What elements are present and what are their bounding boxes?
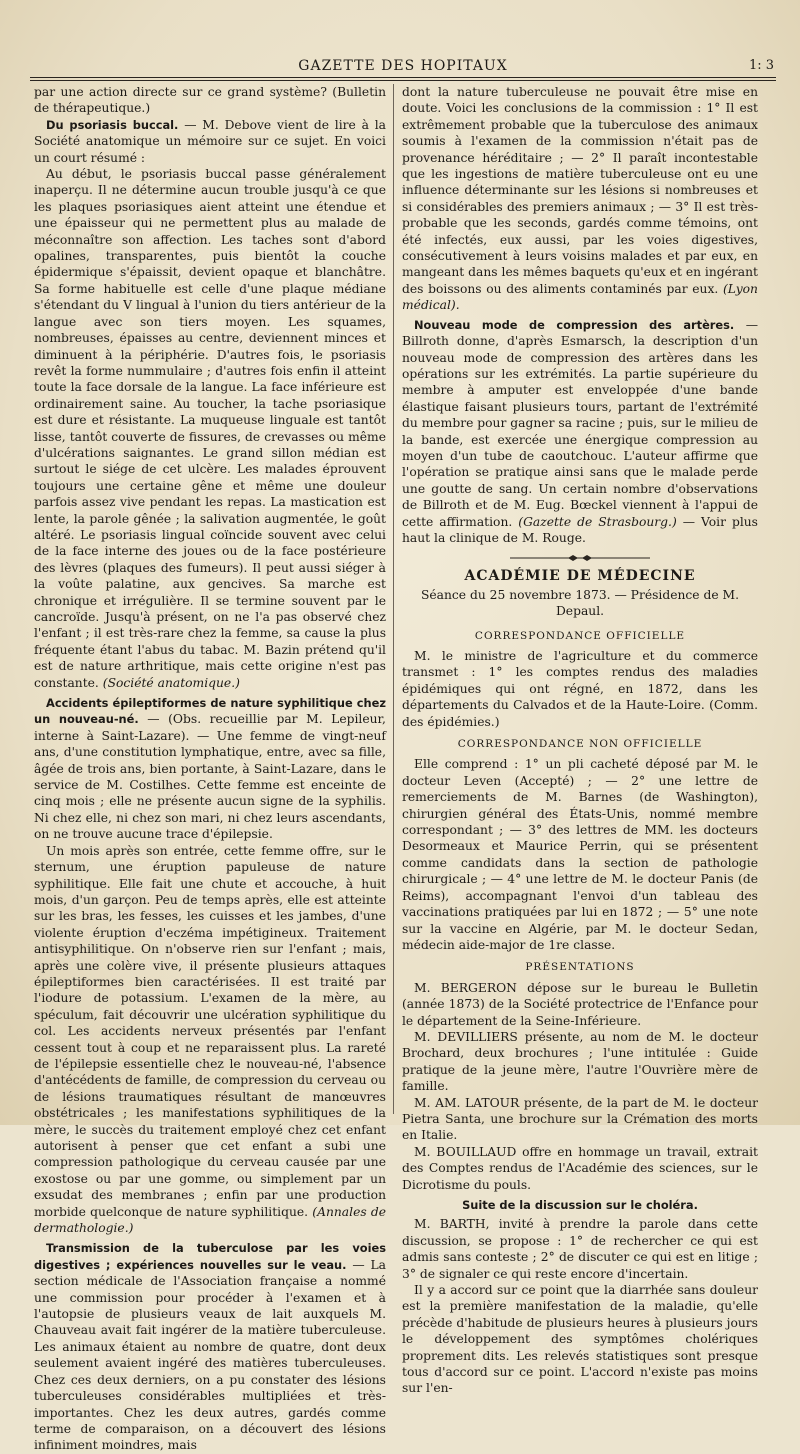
article-psoriasis bbox=[34, 117, 386, 166]
paragraph-text: Un mois après son entrée, cette femme offre, sur le sternum, une éruption papuleuse de nature syphilitique. Elle fait une chute et accouche, à huit mois, d'un garçon. Peu de temps après, elle est atteinte sur les bras, les fesses, les cuisses et les jambes, d'une violente éruption d'eczéma impétigineux. Traitement antisyphilitique. On n'observe rien sur l'enfant ; mais, après une colère vive, il présente plusieurs attaques épileptiformes bien caractérisées. Il est traité par l'iodure de potassium. L'examen de la mère, au spéculum, fait découvrir une ulcération syphilitique du col. Les accidents nerveux présentés par l'enfant cessent tout à coup et ne reparaissent plus. La rareté de l'épilepsie essentielle chez le nouveau-né, l'absence d'antécédents de famille, de compression du cerveau ou de lésions traumatiques résultant de manœuvres obstétricales ; les manifestations syphilitiques de la mère, le succès du traitement employé chez cet enfant autorisent à penser que cet enfant a subi une compression pathologique du cerveau causée par une exostose ou par une gomme, ou simplement par un exsudat des membranes ; enfin par une production morbide quelconque de nature syphilitique. bbox=[34, 843, 386, 1219]
article-title: Transmission de la tuberculose par les voies digestives ; expériences nouvelles sur le veau. bbox=[34, 1241, 386, 1272]
article-compression bbox=[402, 317, 758, 547]
header-rule bbox=[30, 77, 776, 81]
paragraph: M. AM. LATOUR présente, de la part de M. le docteur Pietra Santa, une brochure sur la Crémation des morts en Italie. bbox=[402, 1095, 758, 1143]
paragraph: M. DEVILLIERS présente, au nom de M. le docteur Brochard, deux brochures ; l'une intitulée : Guide pratique de la jeune mère, l'autre l'Ouvrière mère de famille. bbox=[402, 1029, 758, 1094]
paragraph: M. BOUILLAUD offre en hommage un travail, extrait des Comptes rendus de l'Académie des sciences, sur le Dicrotisme du pouls. bbox=[402, 1144, 758, 1192]
paragraph bbox=[402, 84, 758, 314]
paragraph: par une action directe sur ce grand système? (Bulletin de thérapeutique.) bbox=[34, 85, 386, 116]
ornament-divider bbox=[510, 554, 650, 562]
article-title: Accidents épileptiformes de nature syphilitique chez un nouveau-né. bbox=[34, 696, 386, 727]
paragraph: Il y a accord sur ce point que la diarrhée sans douleur est la première manifestation de la maladie, qu'elle précède d'habitude de plusieurs heures à plusieurs jours le développement des symptômes cholériques proprement dits. Les relevés statistiques sont presque tous d'accord sur ce point. L'accord n'existe pas moins sur l'en- bbox=[402, 1283, 758, 1396]
right-column bbox=[402, 84, 758, 1397]
session-line: Séance du 25 novembre 1873. — Présidence de M. Depaul. bbox=[420, 587, 740, 619]
article-body: — (Obs. recueillie par M. Lepileur, interne à Saint-Lazare). — Une femme de vingt-neuf ans, d'une constitution lymphatique, entre, avec sa fille, âgée de trois ans, bien portante, à Saint-Lazare, dans le service de M. Costilhes. Cette femme est enceinte de cinq mois ; elle ne présente aucun signe de la syphilis. Ni chez elle, ni chez son mari, ni chez leurs ascendants, on ne trouve aucune trace d'épilepsie. bbox=[34, 712, 386, 842]
paragraph: M. BERGERON dépose sur le bureau le Bulletin (année 1873) de la Société protectrice de l'Enfance pour le département de la Seine-Inférieure. bbox=[402, 980, 758, 1028]
article-body: — M. Debove vient de lire à la Société anatomique un mémoire sur ce sujet. En voici un court résumé : bbox=[34, 117, 386, 165]
paragraph-text: dont la nature tuberculeuse ne pouvait être mise en doute. Voici les conclusions de la commission : 1° Il est extrêmement probable que la tuberculose des animaux soumis à l'examen de la commission n'était pas de provenance héréditaire ; — 2° Il paraît incontestable que les ingestions de matière tuberculeuse ont eu une influence déterminante sur les lésions si nombreuses et si considérables des premiers animaux ; — 3° Il est très-probable que les seconds, gardés comme témoins, ont été infectés, eux aussi, par les voies digestives, consécutivement à leurs voisins malades et par eux, en mangeant dans les mêmes baquets qu'eux et en ingérant des boissons ou des aliments contaminés par eux. bbox=[402, 85, 758, 296]
source-citation: (Société anatomique.) bbox=[102, 675, 240, 690]
paragraph bbox=[34, 843, 386, 1237]
article-title: Du psoriasis buccal. bbox=[46, 117, 179, 132]
subsection-heading: CORRESPONDANCE OFFICIELLE bbox=[474, 629, 686, 642]
page-header bbox=[30, 55, 776, 79]
column-divider bbox=[393, 84, 394, 1114]
page-number: 1: 3 bbox=[748, 58, 774, 73]
subsection-heading: CORRESPONDANCE NON OFFICIELLE bbox=[457, 738, 703, 751]
source-citation: (Gazette de Strasbourg.) bbox=[518, 514, 677, 529]
paragraph: M. le ministre de l'agriculture et du commerce transmet : 1° les comptes rendus des maladies épidémiques qui ont régné, en 1872, dans les départements du Calvados et de la Haute-Loire. (Comm. des épidémies.) bbox=[402, 649, 758, 729]
left-column bbox=[34, 84, 386, 1454]
newspaper-title: GAZETTE DES HOPITAUX bbox=[298, 58, 508, 74]
article-tuberculosis bbox=[34, 1240, 386, 1453]
source-citation: (Lyon médical). bbox=[402, 281, 758, 313]
section-title: ACADÉMIE DE MÉDECINE bbox=[464, 568, 696, 585]
source-citation: (Annales de dermathologie.) bbox=[34, 1204, 386, 1236]
article-epilepsy bbox=[34, 695, 386, 843]
subsection-heading: PRÉSENTATIONS bbox=[525, 961, 635, 974]
article-body: — La section médicale de l'Association française a nommé une commission pour procéder à l'examen et à l'autopsie de plusieurs veaux de lait auxquels M. Chauveau avait fait ingérer de la matière tuberculeuse. Les animaux étaient au nombre de quatre, dont deux seulement avaient ingéré des matières tuberculeuses. Chez ces deux derniers, on a pu constater des lésions tuberculeuses considérables multipliées et très-importantes. Chez les deux autres, gardés comme terme de comparaison, on a découvert des lésions infiniment moindres, mais bbox=[34, 1257, 386, 1453]
subsection-heading: Suite de la discussion sur le choléra. bbox=[462, 1198, 698, 1212]
article-title: Nouveau mode de compression des artères. bbox=[414, 317, 735, 332]
paragraph bbox=[34, 166, 386, 691]
paragraph: M. BARTH, invité à prendre la parole dans cette discussion, se propose : 1° de rechercher ce qui est admis sans conteste ; 2° de discuter ce qui est en litige ; 3° de signaler ce qui reste encore d'incertain. bbox=[402, 1217, 758, 1281]
paragraph-text: Au début, le psoriasis buccal passe généralement inaperçu. Il ne détermine aucun trouble jusqu'à ce que les plaques psoriasiques aient atteint une étendue et une épaisseur qui ne permettent plus au malade de méconnaître son affection. Les taches sont d'abord opalines, transparentes, puis bientôt la couche épidermique s'épaissit, devient opaque et blanchâtre. Sa forme habituelle est celle d'une plaque médiane s'étendant du V lingual à l'union du tiers antérieur de la langue avec son tiers moyen. Les squames, nombreuses, épaisses au centre, deviennent minces et diminuent à la périphérie. D'autres fois, le psoriasis revêt la forme nummulaire ; d'autres fois enfin il atteint toute la face dorsale de la langue. La face inférieure est ordinairement saine. Au toucher, la tache psoriasique est dure et résistante. La muqueuse linguale est tantôt lisse, tantôt couverte de fissures, de crevasses ou même d'ulcérations saignantes. Le grand sillon médian est surtout le siége de cet ulcère. Les malades éprouvent toujours une certaine gêne et même une douleur parfois assez vive pendant les repas. La mastication est lente, la parole gênée ; la salivation augmentée, le goût altéré. Le psoriasis lingual coïncide souvent avec celui de la face interne des joues ou de la face postérieure des lèvres (plaques des fumeurs). Il peut aussi siéger à la voûte palatine, aux gencives. Sa marche est chronique et irrégulière. Il se termine souvent par le cancroïde. Jusqu'à présent, on ne l'a pas observé chez l'enfant ; il est très-rare chez la femme, sa cause la plus fréquente étant l'abus du tabac. M. Bazin prétend qu'il est de nature arthritique, mais cette origine n'est pas constante. bbox=[34, 167, 386, 690]
article-tail: — Voir plus haut la clinique de M. Rouge. bbox=[402, 514, 758, 545]
article-body: — Billroth donne, d'après Esmarsch, la description d'un nouveau mode de compression des artères dans les opérations sur les extrémités. La partie supérieure du membre à amputer est enveloppée d'une bande élastique faisant plusieurs tours, partant de l'extrémité du membre pour gagner sa racine ; puis, sur le milieu de la bande, est exercée une énergique compression au moyen d'un tube de caoutchouc. L'auteur affirme que l'opération se pratique ainsi sans que le malade perde une goutte de sang. Un certain nombre d'observations de Billroth et de M. Eug. Bœckel viennent à l'appui de cette affirmation. bbox=[402, 317, 758, 529]
paragraph: Elle comprend : 1° un pli cacheté déposé par M. le docteur Leven (Accepté) ; — 2° une lettre de remerciements de M. Barnes (de Washington), chirurgien général des États-Unis, nommé membre correspondant ; — 3° des lettres de MM. les docteurs Desormeaux et Maurice Perrin, qui se présentent comme candidats dans la section de pathologie chirurgicale ; — 4° une lettre de M. le docteur Panis (de Reims), accompagnant l'envoi d'un tableau des vaccinations pratiquées par lui en 1872 ; — 5° une note sur la vaccine en Algérie, par M. le docteur Sedan, médecin aide-major de 1re classe. bbox=[402, 757, 758, 952]
